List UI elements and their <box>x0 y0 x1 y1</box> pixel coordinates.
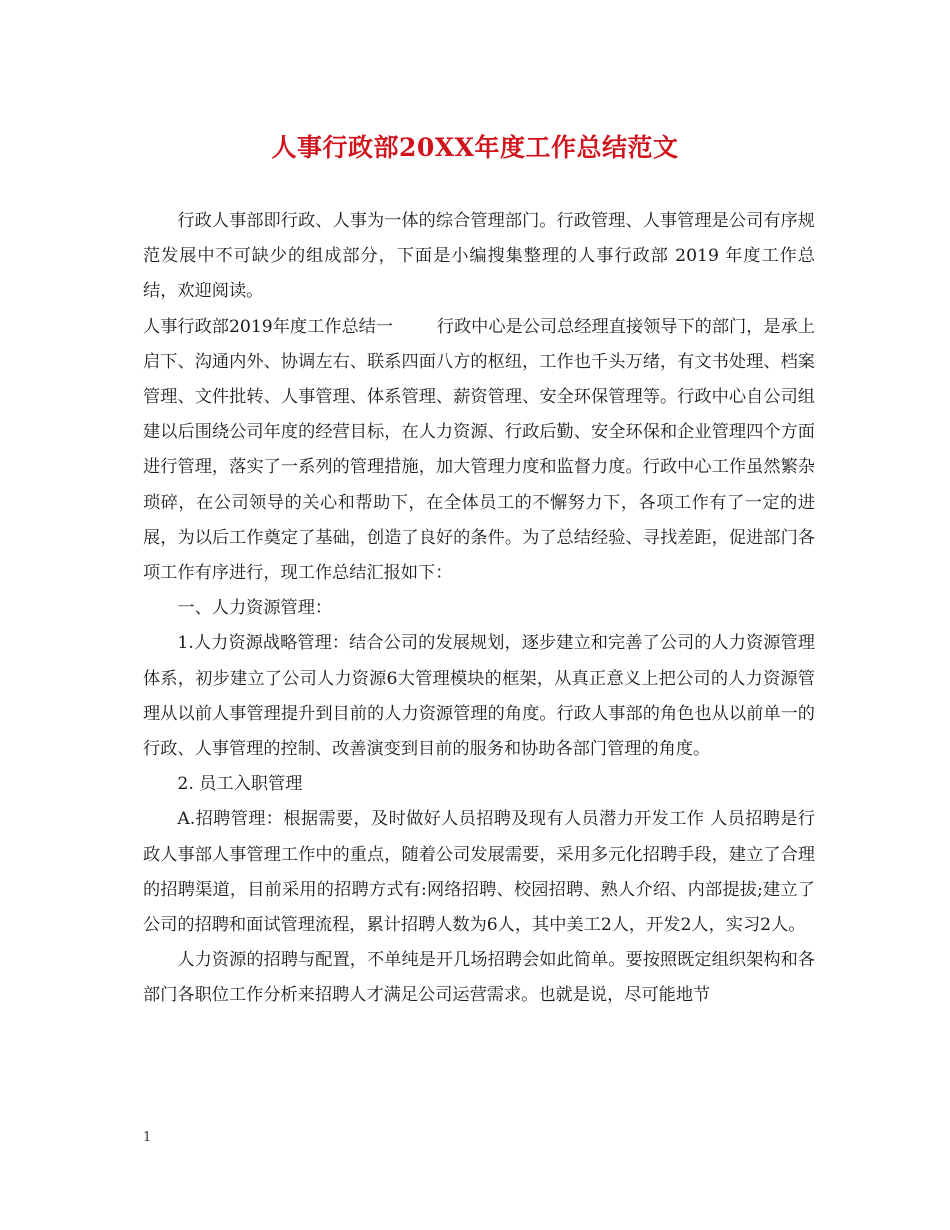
paragraph-hr-strategy: 1.人力资源战略管理：结合公司的发展规划，逐步建立和完善了公司的人力资源管理体系，初步建立了公司人力资源6大管理模块的框架，从真正意义上把公司的人力资源管理从以前人事管理提升到目前的人力资源管理的角度。行政人事部的角色也从以前单一的行政、人事管理的控制、改善演变到目前的服务和协助各部门管理的角度。 <box>143 633 815 760</box>
paragraph-recruitment: A.招聘管理：根据需要，及时做好人员招聘及现有人员潜力开发工作 人员招聘是行政人事部人事管理工作中的重点，随着公司发展需要，采用多元化招聘手段，建立了合理的招聘渠道，目前采用的招聘方式有:网络招聘、校园招聘、熟人介绍、内部提拔;建立了公司的招聘和面试管理流程，累计招聘人数为6人，其中美工2人，开发2人，实习2人。 <box>143 809 815 936</box>
paragraph-recruitment-config: 人力资源的招聘与配置，不单纯是开几场招聘会如此简单。要按照既定组织架构和各部门各职位工作分析来招聘人才满足公司运营需求。也就是说，尽可能地节 <box>143 950 815 1006</box>
page-number: 1 <box>143 1130 152 1145</box>
heading-hr-management: 一、人力资源管理： <box>177 598 333 619</box>
document-body <box>143 204 815 1014</box>
heading-onboarding: 2. 员工入职管理 <box>177 774 303 795</box>
document-title: 人事行政部20XX年度工作总结范文 <box>271 133 679 162</box>
paragraph-summary-one: 人事行政部2019年度工作总结一 行政中心是公司总经理直接领导下的部门，是承上启下、沟通内外、协调左右、联系四面八方的枢纽，工作也千头万绪，有文书处理、档案管理、文件批转、人事管理、体系管理、薪资管理、安全环保管理等。行政中心自公司组建以后围绕公司年度的经营目标，在人力资源、行政后勤、安全环保和企业管理四个方面进行管理，落实了一系列的管理措施，加大管理力度和监督力度。行政中心工作虽然繁杂琐碎，在公司领导的关心和帮助下，在全体员工的不懈努力下，各项工作有了一定的进展，为以后工作奠定了基础，创造了良好的条件。为了总结经验、寻找差距，促进部门各项工作有序进行，现工作总结汇报如下： <box>143 316 815 584</box>
paragraph-intro: 行政人事部即行政、人事为一体的综合管理部门。行政管理、人事管理是公司有序规范发展中不可缺少的组成部分，下面是小编搜集整理的人事行政部 2019 年度工作总结，欢迎阅读。 <box>143 211 815 302</box>
